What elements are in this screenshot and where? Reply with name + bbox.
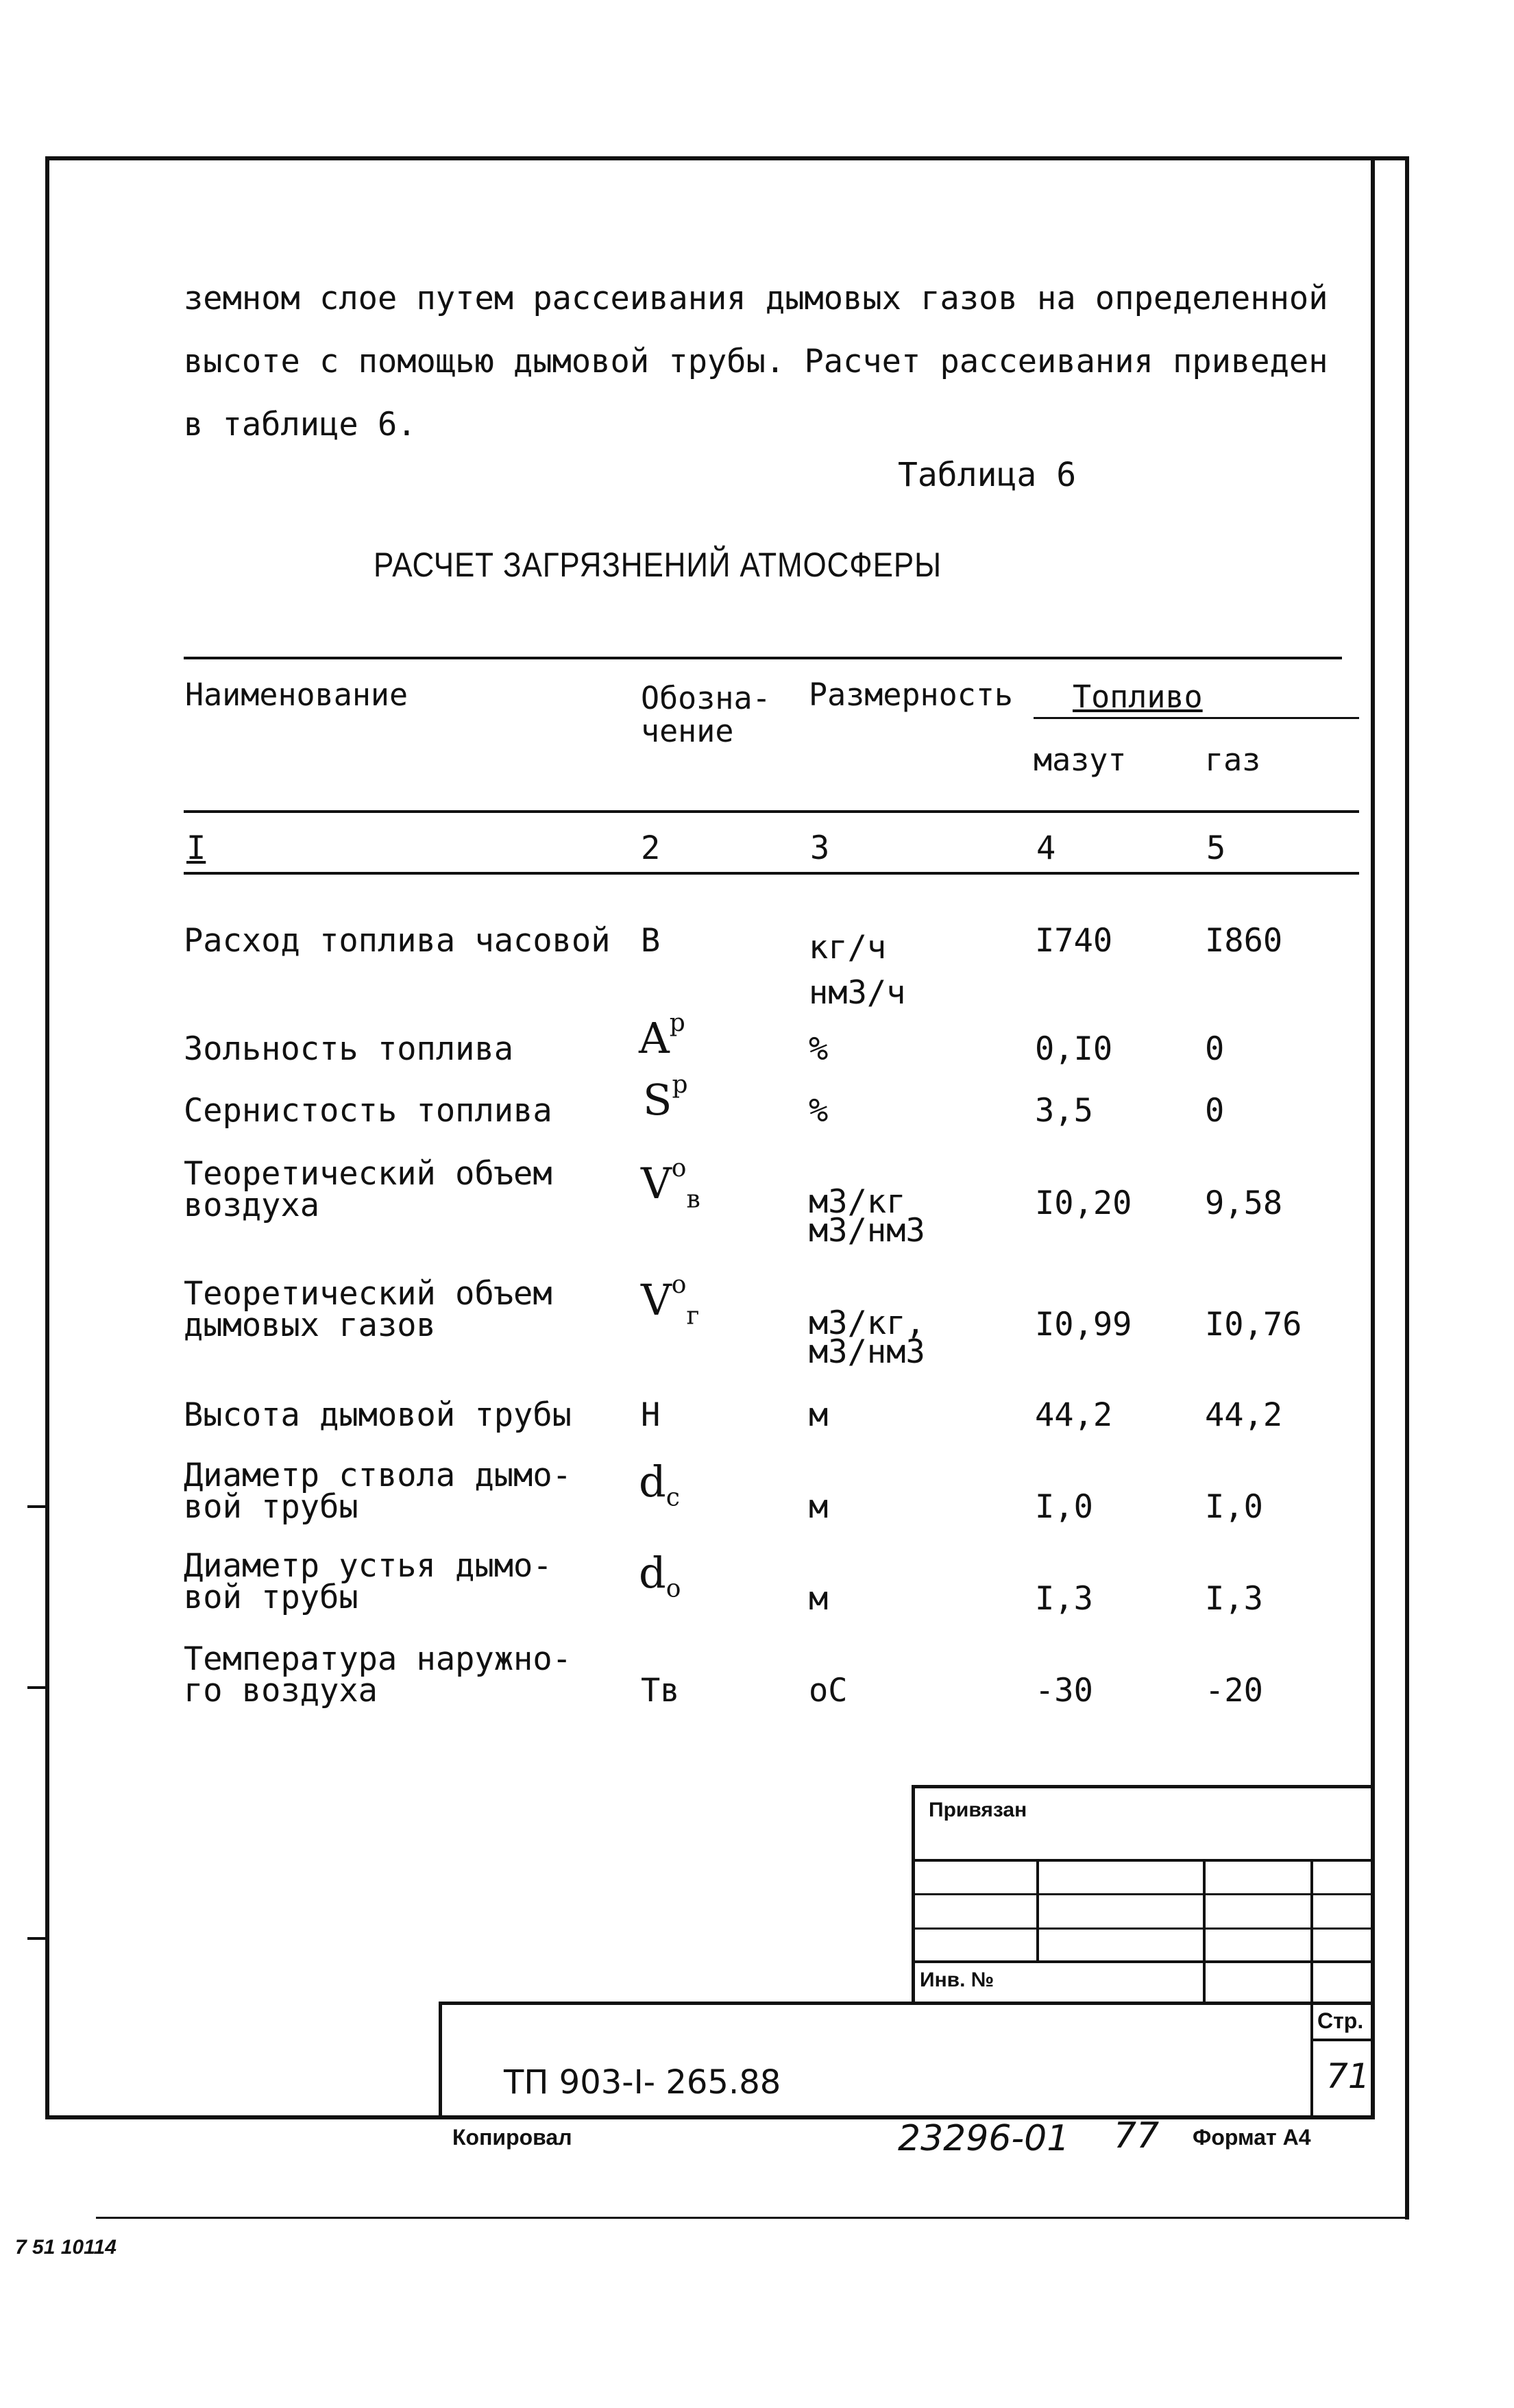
frame-right-outer	[1405, 156, 1409, 2220]
symbol-sup: о	[671, 1154, 687, 1182]
sheet-bottom-line	[96, 2217, 1409, 2219]
row-name: Сернистость топлива	[184, 1092, 552, 1130]
row-symbol	[641, 1271, 700, 1330]
row-symbol: Тв	[641, 1672, 680, 1710]
row-unit: %	[809, 1030, 829, 1068]
symbol-sub: c	[666, 1483, 680, 1512]
frame-left	[45, 156, 49, 2118]
row-symbol: Н	[641, 1396, 661, 1434]
row-unit-line: нм3/ч	[809, 974, 906, 1012]
footer-order-sheet: 77	[1114, 2115, 1160, 2156]
row-unit	[809, 925, 905, 1016]
stamp-line	[1036, 1859, 1039, 1962]
row-symbol: В	[641, 922, 661, 960]
stamp-sheet-label: Стр.	[1317, 2008, 1364, 2033]
symbol-main: d	[639, 1457, 666, 1507]
row-name: Высота дымовой трубы	[184, 1396, 572, 1434]
row-unit: м	[809, 1580, 829, 1618]
row-fuel-oil: I740	[1035, 922, 1113, 960]
header-fuel: Топливо	[1073, 679, 1203, 715]
row-fuel-oil: 3,5	[1035, 1092, 1093, 1130]
body-paragraph	[184, 267, 1328, 457]
symbol-sup: р	[669, 1009, 685, 1037]
row-gas: I,3	[1205, 1580, 1263, 1618]
column-number: 3	[810, 829, 830, 867]
stamp-line	[439, 2002, 442, 2118]
header-designation-line: Обозна-	[641, 680, 771, 716]
header-designation-line: чение	[641, 713, 734, 749]
row-fuel-oil: 0,I0	[1035, 1030, 1113, 1068]
stamp-line	[1310, 2039, 1375, 2041]
stamp-line	[912, 1927, 1375, 1930]
row-gas: 9,58	[1205, 1184, 1283, 1222]
stamp-line	[439, 2002, 1375, 2005]
stamp-doc-code: ТП 903-I- 265.88	[504, 2063, 781, 2102]
symbol-sub: в	[686, 1185, 700, 1214]
row-name	[184, 1275, 552, 1344]
row-unit: м	[809, 1488, 829, 1526]
row-symbol	[639, 1548, 681, 1603]
row-name	[184, 1155, 552, 1224]
stamp-line	[1310, 1859, 1313, 2118]
table-caption: Таблица 6	[898, 456, 1077, 494]
stamp-line	[1203, 1859, 1206, 2003]
row-name-line: Диаметр устья дымо-	[184, 1547, 552, 1585]
row-name-line: воздуха	[184, 1187, 320, 1224]
stamp-line	[912, 1960, 1375, 1963]
frame-right	[1371, 156, 1375, 2118]
row-gas: 0	[1205, 1092, 1225, 1130]
binding-tick-3	[27, 1937, 48, 1940]
row-name-line: вой трубы	[184, 1579, 358, 1616]
symbol-sup: о	[671, 1271, 687, 1299]
row-gas: I860	[1205, 922, 1283, 960]
row-name-line: вой трубы	[184, 1488, 358, 1526]
row-name-line: Температура наружно-	[184, 1640, 572, 1678]
binding-tick-1	[27, 1505, 48, 1508]
row-gas: I0,76	[1205, 1306, 1302, 1343]
row-name: Зольность топлива	[184, 1030, 514, 1068]
row-gas: 44,2	[1205, 1396, 1283, 1434]
row-fuel-oil: -30	[1035, 1672, 1093, 1710]
symbol-main: S	[643, 1075, 672, 1125]
stamp-inv-label: Инв. №	[920, 1969, 994, 1991]
row-name-line: Теоретический объем	[184, 1155, 552, 1193]
footer-format: Формат А4	[1193, 2125, 1311, 2150]
table-top-rule	[184, 657, 1342, 659]
header-gas: газ	[1205, 742, 1261, 778]
row-symbol	[641, 1154, 700, 1214]
row-name	[184, 1457, 572, 1526]
symbol-main: A	[639, 1013, 670, 1063]
row-symbol	[639, 1009, 685, 1063]
row-unit-line: м3/кг,	[809, 1304, 925, 1342]
frame-bottom	[45, 2115, 1375, 2119]
stamp-sheet-number: 71	[1326, 2056, 1370, 2096]
symbol-main: V	[641, 1275, 672, 1325]
symbol-sub: o	[666, 1574, 681, 1603]
body-line: в таблице 6.	[184, 406, 417, 443]
row-gas: I,0	[1205, 1488, 1263, 1526]
binding-tick-2	[27, 1686, 48, 1689]
row-fuel-oil: I,3	[1035, 1580, 1093, 1618]
column-number: 4	[1036, 829, 1056, 867]
row-name	[184, 1640, 572, 1710]
row-unit: м	[809, 1396, 829, 1434]
frame-top	[45, 156, 1409, 160]
row-unit	[809, 1183, 925, 1250]
row-fuel-oil: I,0	[1035, 1488, 1093, 1526]
header-name: Наименование	[185, 677, 408, 713]
row-fuel-oil: 44,2	[1035, 1396, 1113, 1434]
stamp-line	[912, 1785, 1375, 1788]
row-name-line: дымовых газов	[184, 1306, 436, 1344]
row-gas: -20	[1205, 1672, 1263, 1710]
row-name: Расход топлива часовой	[184, 922, 611, 960]
header-unit: Размерность	[809, 677, 1014, 713]
row-name-line: Теоретический объем	[184, 1275, 552, 1313]
header-bottom-rule	[184, 810, 1359, 813]
row-name-line: го воздуха	[184, 1672, 378, 1710]
stamp-bound-label: Привязан	[929, 1799, 1027, 1821]
column-number: 2	[641, 829, 661, 867]
header-designation	[641, 682, 771, 748]
row-fuel-oil: I0,20	[1035, 1184, 1132, 1222]
symbol-sub: г	[686, 1302, 700, 1330]
numbers-bottom-rule	[184, 872, 1359, 875]
row-unit-line: м3/нм3	[809, 1333, 925, 1371]
table-title: РАСЧЕТ ЗАГРЯЗНЕНИЙ АТМОСФЕРЫ	[374, 546, 942, 584]
row-unit: оС	[809, 1672, 848, 1710]
row-unit: %	[809, 1092, 829, 1130]
row-unit-line: м3/кг	[809, 1183, 906, 1221]
row-unit-line: м3/нм3	[809, 1212, 925, 1250]
stamp-line	[912, 1893, 1375, 1895]
footer-copied: Копировал	[452, 2125, 572, 2150]
header-fuel-oil: мазут	[1034, 742, 1127, 778]
symbol-main: V	[641, 1158, 672, 1208]
row-fuel-oil: I0,99	[1035, 1306, 1132, 1343]
symbol-sup: р	[672, 1071, 688, 1099]
row-symbol	[639, 1457, 680, 1511]
row-unit-line: кг/ч	[809, 929, 887, 966]
row-unit	[809, 1304, 925, 1371]
row-symbol	[643, 1071, 688, 1125]
row-gas: 0	[1205, 1030, 1225, 1068]
column-number: 5	[1206, 829, 1226, 867]
body-line: земном слое путем рассеивания дымовых газов на определенной	[184, 280, 1328, 317]
body-line: высоте с помощью дымовой трубы. Расчет рассеивания приведен	[184, 343, 1328, 380]
symbol-main: d	[639, 1548, 666, 1598]
footer-print-code: 7 51 10114	[15, 2236, 117, 2259]
stamp-line	[912, 1859, 1375, 1862]
column-number: I	[186, 829, 206, 867]
fuel-header-rule	[1034, 717, 1359, 719]
footer-order-number: 23296-01	[898, 2118, 1070, 2159]
row-name	[184, 1547, 552, 1616]
row-name-line: Диаметр ствола дымо-	[184, 1457, 572, 1494]
